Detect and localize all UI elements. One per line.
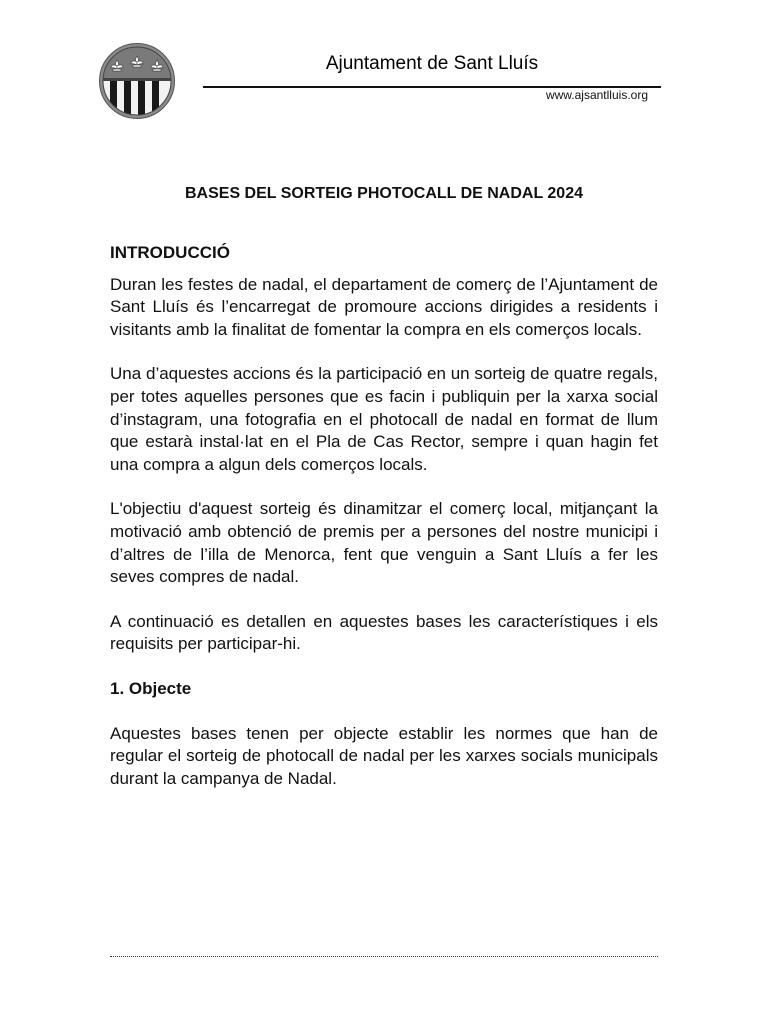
document-body	[110, 242, 658, 812]
website-address: www.ajsantlluis.org	[545, 88, 648, 102]
organization-name: Ajuntament de Sant Lluís	[325, 53, 539, 74]
intro-heading: INTRODUCCIÓ	[110, 243, 230, 262]
intro-paragraph-4: A continuació es detallen en aquestes bases les característiques i els requisits per participar-hi.	[110, 611, 658, 654]
intro-paragraph-2: Una d’aquestes accions és la participació en un sorteig de quatre regals, per totes aquelles persones que es facin i publiquin per la xarxa social d’instagram, una fotografia en el photocall de nadal en format de llum que estarà instal·lat en el Pla de Cas Rector, sempre i quan hagin fet una compra a algun dels comerços locals.	[110, 364, 658, 474]
intro-paragraph-1: Duran les festes de nadal, el departament de comerç de l’Ajuntament de Sant Lluís és l’encarregat de promoure accions dirigides a residents i visitants amb la finalitat de fomentar la compra en els comerços locals.	[110, 274, 658, 339]
document-title: BASES DEL SORTEIG PHOTOCALL DE NADAL 2024	[184, 185, 583, 202]
objecte-paragraph-1: Aquestes bases tenen per objecte establir les normes que han de regular el sorteig de photocall de nadal per les xarxes socials municipals durant la campanya de Nadal.	[110, 723, 658, 788]
coat-of-arms-icon	[98, 42, 176, 120]
intro-paragraph-3: L'objectiu d'aquest sorteig és dinamitzar el comerç local, mitjançant la motivació amb obtenció de premis per a persones del nostre municipi i d’altres de l’illa de Menorca, fent que venguin a Sant Lluís a fer les seves compres de nadal.	[110, 499, 658, 587]
objecte-heading: 1. Objecte	[110, 678, 192, 698]
footer-divider	[110, 956, 658, 957]
